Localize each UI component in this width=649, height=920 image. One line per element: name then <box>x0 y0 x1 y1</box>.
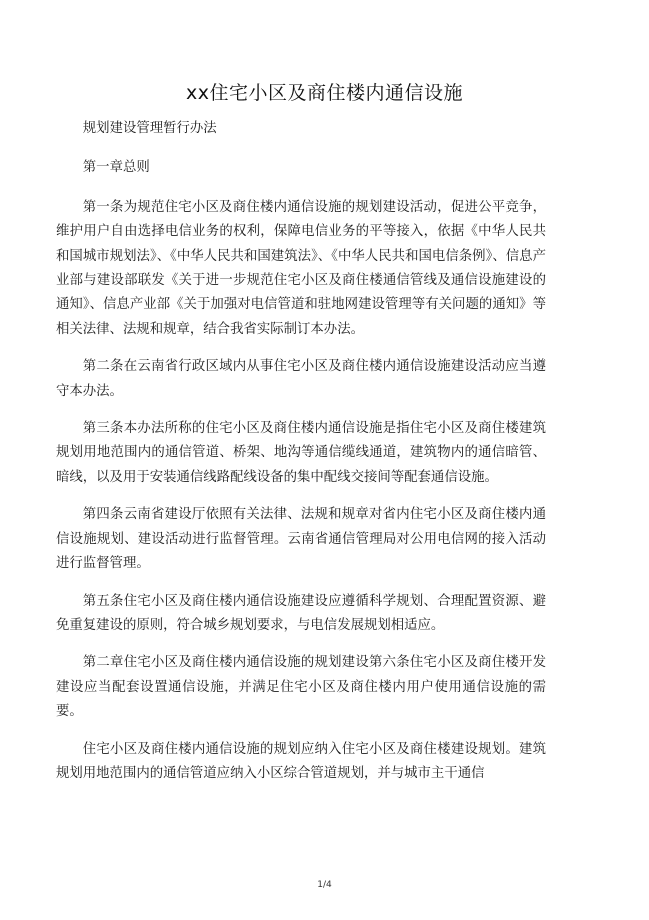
document-body <box>56 117 546 799</box>
article-3-paragraph: 第三条本办法所称的住宅小区及商住楼内通信设施是指住宅小区及商住楼建筑规划用地范围内的通信管道、桥架、地沟等通信缆线通道，建筑物内的通信暗管、暗线，以及用于安装通信线路配线设备的集中配线交接间等配套通信设施。 <box>56 421 546 485</box>
article-4-paragraph: 第四条云南省建设厅依照有关法律、法规和规章对省内住宅小区及商住楼内通信设施规划、建设活动进行监督管理。云南省通信管理局对公用电信网的接入活动进行监督管理。 <box>56 507 546 572</box>
chapter-2-article-6-paragraph: 第二章住宅小区及商住楼内通信设施的规划建设第六条住宅小区及商住楼开发建设应当配套设置通信设施，并满足住宅小区及商住楼内用户使用通信设施的需要。 <box>56 655 546 720</box>
page-number: 1/4 <box>317 880 332 890</box>
document-title: xx住宅小区及商住楼内通信设施 <box>186 82 463 104</box>
chapter-heading: 第一章总则 <box>82 160 150 176</box>
planning-paragraph: 住宅小区及商住楼内通信设施的规划应纳入住宅小区及商住楼建设规划。建筑规划用地范围内的通信管道应纳入小区综合管道规划，并与城市主干通信 <box>56 741 546 781</box>
article-5-paragraph: 第五条住宅小区及商住楼内通信设施建设应遵循科学规划、合理配置资源、避免重复建设的原则，符合城乡规划要求，与电信发展规划相适应。 <box>56 593 546 633</box>
article-1-paragraph: 第一条为规范住宅小区及商住楼内通信设施的规划建设活动，促进公平竞争，维护用户自由选择电信业务的权利，保障电信业务的平等接入，依据《中华人民共和国城市规划法》、《中华人民共和国建筑法》、《中华人民共和国电信条例》、信息产业部与建设部联发《关于进一步规范住宅小区及商住楼通信管线及通信设施建设的通知》、信息产业部《关于加强对电信管道和驻地网建设管理等有关问题的通知》等相关法律、法规和规章，结合我省实际制订本办法。 <box>56 199 546 337</box>
subtitle-paragraph: 规划建设管理暂行办法 <box>82 121 217 136</box>
article-2-paragraph: 第二条在云南省行政区域内从事住宅小区及商住楼内通信设施建设活动应当遵守本办法。 <box>56 359 546 399</box>
